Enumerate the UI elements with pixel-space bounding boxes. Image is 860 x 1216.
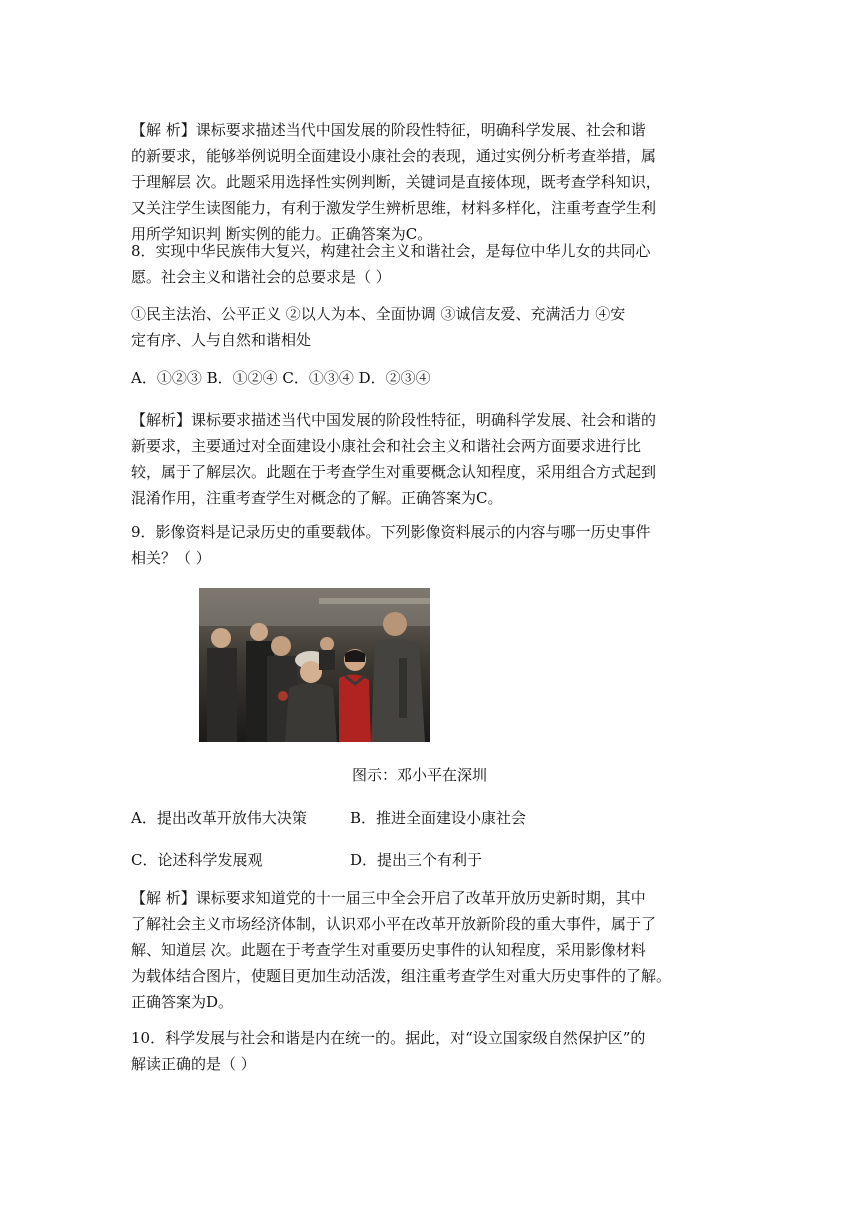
- question-9-stem: [131, 519, 731, 571]
- question-9-line: 相关？（ ）: [131, 549, 211, 567]
- question-8-items-line: 定有序、人与自然和谐相处: [131, 331, 312, 349]
- analysis-q7-line: 【解 析】课标要求描述当代中国发展的阶段性特征，明确科学发展、社会和谐: [131, 121, 646, 139]
- question-8-items: [131, 301, 731, 353]
- question-8-items-line: ①民主法治、公平正义 ②以人为本、全面协调 ③诚信友爱、充满活力 ④安: [131, 305, 626, 323]
- analysis-q8-line: 新要求，主要通过对全面建设小康社会和社会主义和谐社会两方面要求进行比: [131, 437, 642, 455]
- analysis-q7-line: 用所学知识判 断实例的能力。正确答案为C。: [131, 225, 433, 243]
- option-c: C．论述科学发展观: [131, 851, 263, 869]
- analysis-q9-line: 正确答案为D。: [131, 993, 234, 1011]
- analysis-q7-line: 又关注学生读图能力，有利于激发学生辨析思维，材料多样化，注重考查学生利: [131, 199, 657, 217]
- photo-caption: 图示：邓小平在深圳: [352, 766, 488, 784]
- option-d: D．提出三个有利于: [350, 851, 483, 869]
- analysis-q7-line: 于理解层 次。此题采用选择性实例判断，关键词是直接体现，既考查学科知识，: [131, 173, 661, 191]
- analysis-q9-line: 【解 析】课标要求知道党的十一届三中全会开启了改革开放历史新时期，其中: [131, 889, 646, 907]
- analysis-q8: [131, 407, 731, 511]
- analysis-q8-line: 较，属于了解层次。此题在于考查学生对重要概念认知程度，采用组合方式起到: [131, 463, 657, 481]
- question-8-line: 愿。社会主义和谐社会的总要求是（ ）: [131, 268, 391, 286]
- option-a: A．提出改革开放伟大决策: [131, 809, 307, 827]
- question-8-line: 8．实现中华民族伟大复兴，构建社会主义和谐社会，是每位中华儿女的共同心: [131, 242, 651, 260]
- analysis-q9: [131, 885, 731, 1015]
- analysis-q8-line: 【解析】课标要求描述当代中国发展的阶段性特征，明确科学发展、社会和谐的: [131, 411, 657, 429]
- question-10-line: 10．科学发展与社会和谐是内在统一的。据此，对“设立国家级自然保护区”的: [131, 1029, 646, 1047]
- analysis-q8-line: 混淆作用，注重考查学生对概念的了解。正确答案为C。: [131, 489, 503, 507]
- historical-photo-image: [199, 588, 430, 742]
- question-9-line: 9．影像资料是记录历史的重要载体。下列影像资料展示的内容与哪一历史事件: [131, 523, 651, 541]
- analysis-q7-line: 的新要求，能够举例说明全面建设小康社会的表现，通过实例分析考查举措，属: [131, 147, 657, 165]
- question-10-stem: [131, 1025, 731, 1077]
- option-b: B．推进全面建设小康社会: [350, 809, 527, 827]
- analysis-q9-line: 解、知道层 次。此题在于考查学生对重要历史事件的认知程度，采用影像材料: [131, 941, 646, 959]
- historical-photo: [199, 588, 430, 742]
- analysis-q9-line: 了解社会主义市场经济体制，认识邓小平在改革开放新阶段的重大事件，属于了: [131, 915, 657, 933]
- analysis-q7: [131, 117, 731, 247]
- question-8-options: [131, 365, 731, 391]
- analysis-q9-line: 为载体结合图片，使题目更加生动活泼，组注重考查学生对重大历史事件的了解。: [131, 967, 672, 985]
- question-8-options-line: A．①②③ B．①②④ C．①③④ D．②③④: [131, 369, 431, 387]
- question-10-line: 解读正确的是（ ）: [131, 1055, 256, 1073]
- question-8-stem: [131, 238, 731, 290]
